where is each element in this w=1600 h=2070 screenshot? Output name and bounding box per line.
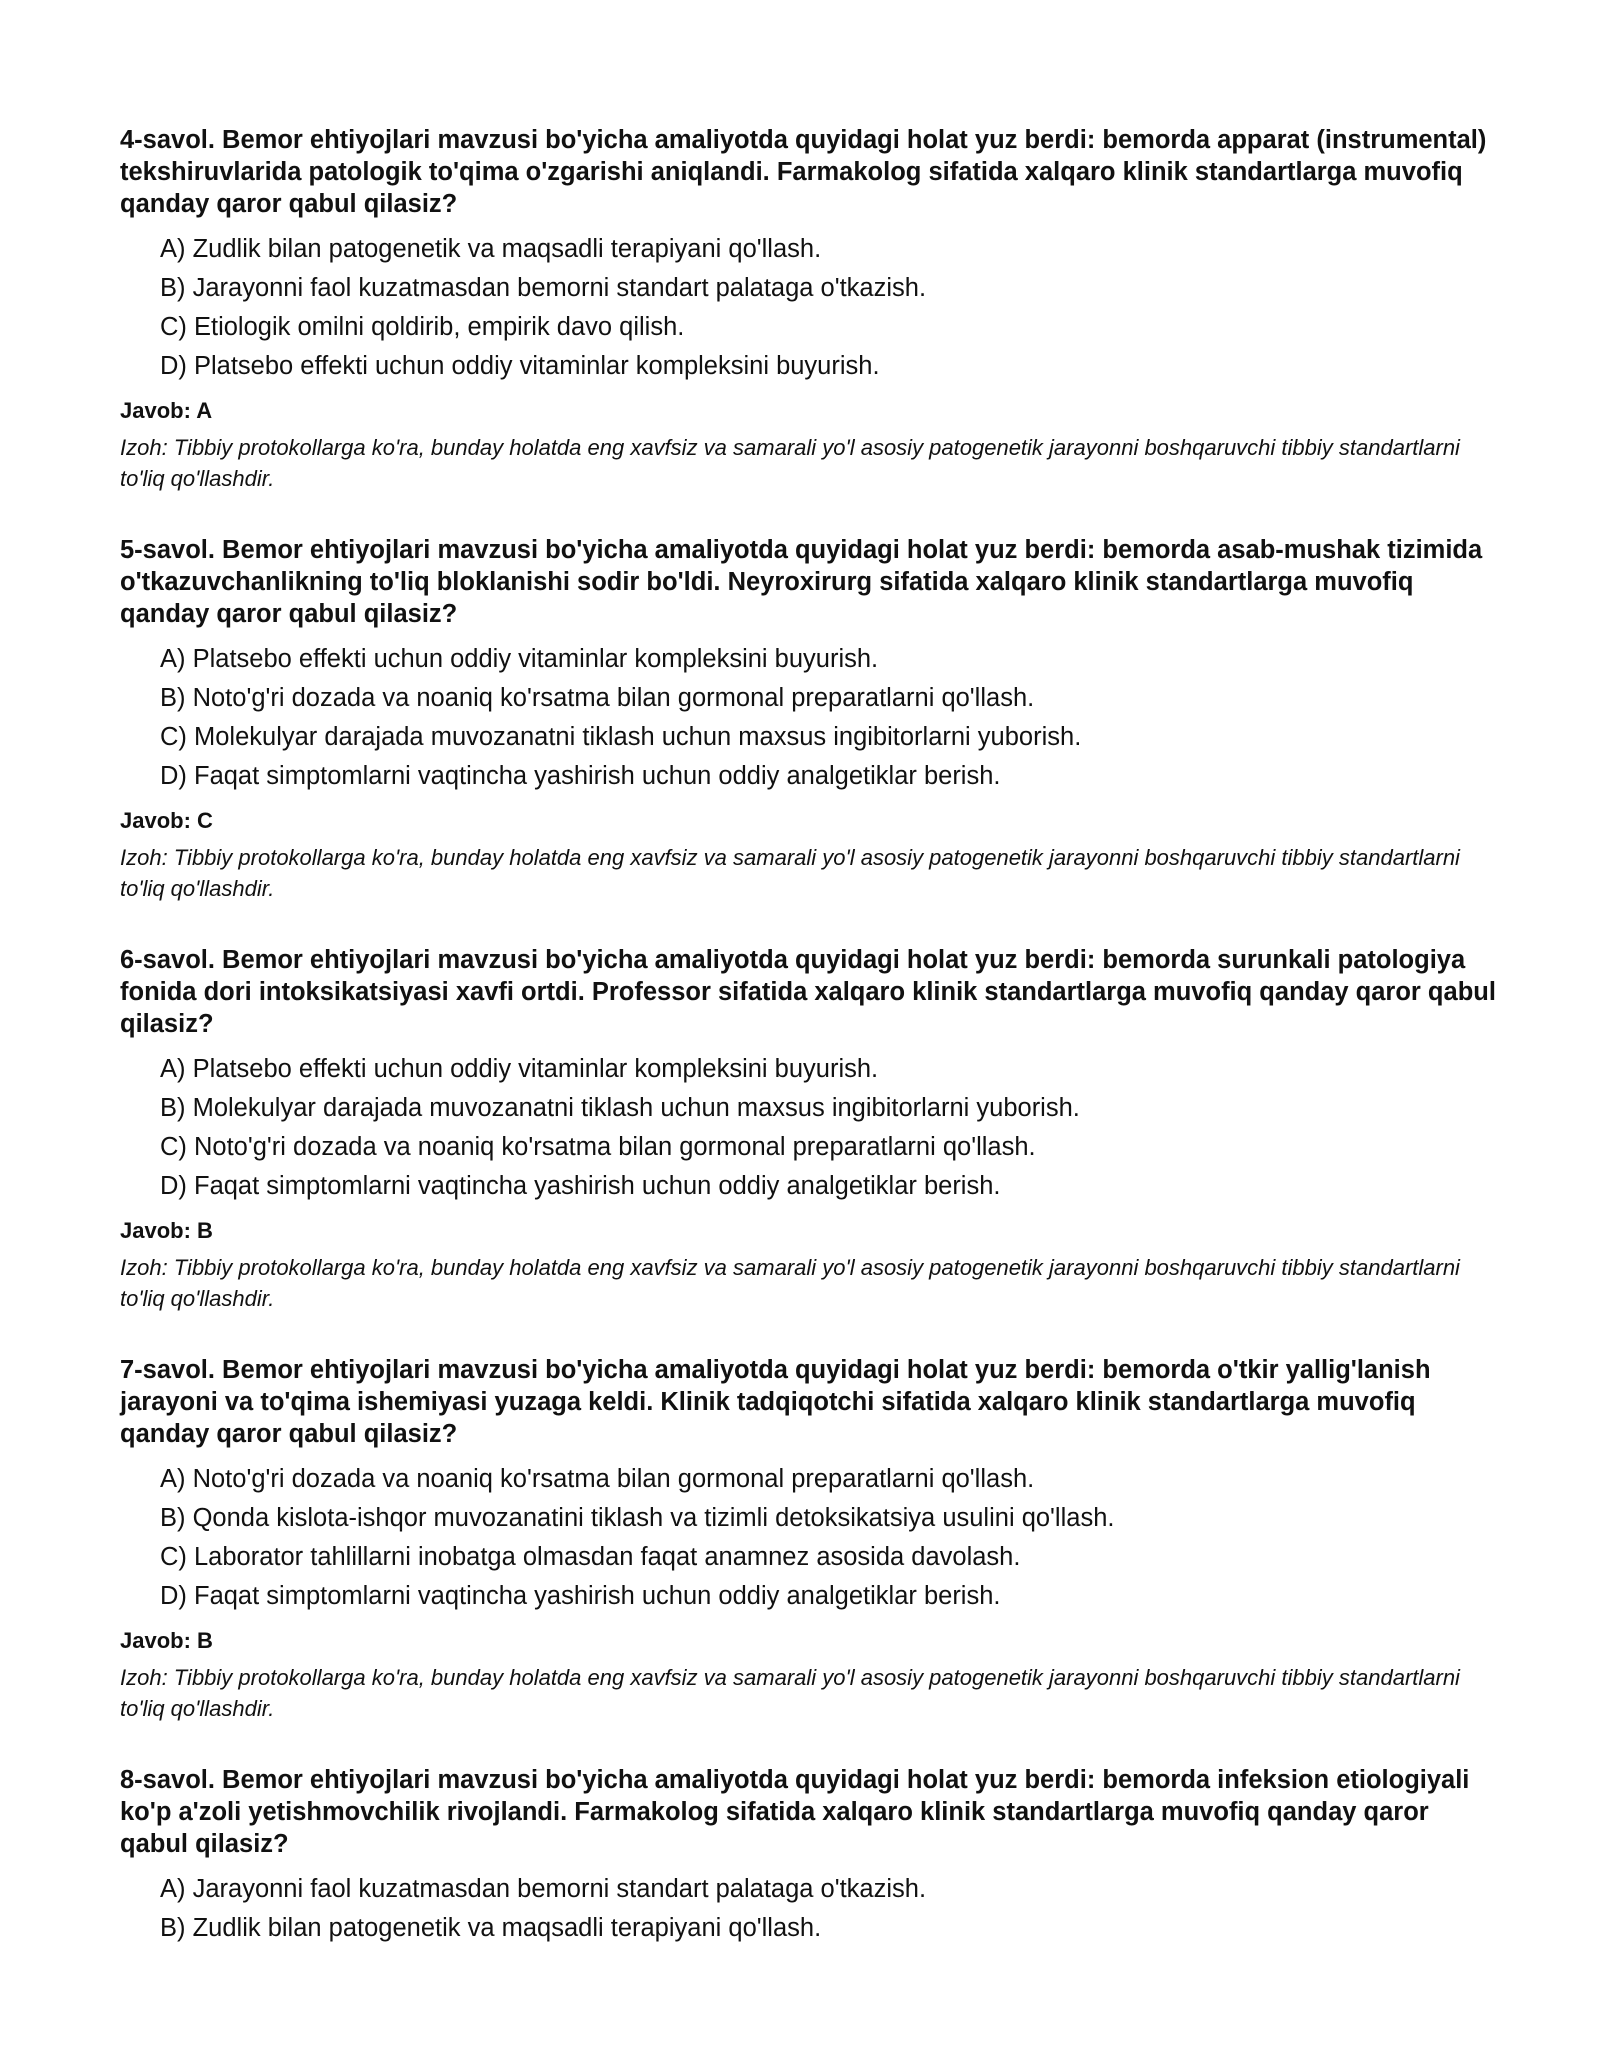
option-list	[120, 640, 1500, 796]
question-text: 7-savol. Bemor ehtiyojlari mavzusi bo'yicha amaliyotda quyidagi holat yuz berdi: bemorda o'tkir yallig'lanish jarayoni va to'qima ishemiyasi yuzaga keldi. Klinik tadqiqotchi sifatida xalqaro klinik standartlarga muvofiq qanday qaror qabul qilasiz?	[120, 1356, 1431, 1448]
option-b: B) Qonda kislota-ishqor muvozanatini tiklash va tizimli detoksikatsiya usulini qo'llash.	[160, 1504, 1115, 1532]
explanation-note: Izoh: Tibbiy protokollarga ko'ra, bunday holatda eng xavfsiz va samarali yo'l asosiy patogenetik jarayonni boshqaruvchi tibbiy standartlarni to'liq qo'llashdir.	[120, 845, 1460, 901]
question-text: 5-savol. Bemor ehtiyojlari mavzusi bo'yicha amaliyotda quyidagi holat yuz berdi: bemorda asab-mushak tizimida o'tkazuvchanlikning to'liq bloklanishi sodir bo'ldi. Neyroxirurg sifatida xalqaro klinik standartlarga muvofiq qanday qaror qabul qilasiz?	[120, 536, 1483, 628]
question-block	[120, 124, 1500, 494]
option-a: A) Jarayonni faol kuzatmasdan bemorni standart palataga o'tkazish.	[160, 1875, 927, 1903]
explanation-note: Izoh: Tibbiy protokollarga ko'ra, bunday holatda eng xavfsiz va samarali yo'l asosiy patogenetik jarayonni boshqaruvchi tibbiy standartlarni to'liq qo'llashdir.	[120, 1665, 1460, 1721]
document-page	[120, 124, 1500, 1988]
question-text: 4-savol. Bemor ehtiyojlari mavzusi bo'yicha amaliyotda quyidagi holat yuz berdi: bemorda apparat (instrumental) tekshiruvlarida patologik to'qima o'zgarishi aniqlandi. Farmakolog sifatida xalqaro klinik standartlarga muvofiq qanday qaror qabul qilasiz?	[120, 126, 1487, 218]
option-b: B) Molekulyar darajada muvozanatni tiklash uchun maxsus ingibitorlarni yuborish.	[160, 1094, 1080, 1122]
option-c: C) Etiologik omilni qoldirib, empirik davo qilish.	[160, 313, 685, 341]
option-a: A) Zudlik bilan patogenetik va maqsadli terapiyani qo'llash.	[160, 235, 822, 263]
question-block	[120, 1354, 1500, 1724]
option-b: B) Zudlik bilan patogenetik va maqsadli terapiyani qo'llash.	[160, 1914, 822, 1942]
option-list	[120, 1050, 1500, 1206]
option-b: B) Noto'g'ri dozada va noaniq ko'rsatma bilan gormonal preparatlarni qo'llash.	[160, 684, 1035, 712]
option-d: D) Platsebo effekti uchun oddiy vitaminlar kompleksini buyurish.	[160, 352, 880, 380]
option-d: D) Faqat simptomlarni vaqtincha yashirish uchun oddiy analgetiklar berish.	[160, 762, 1001, 790]
option-b: B) Jarayonni faol kuzatmasdan bemorni standart palataga o'tkazish.	[160, 274, 927, 302]
option-d: D) Faqat simptomlarni vaqtincha yashirish uchun oddiy analgetiklar berish.	[160, 1172, 1001, 1200]
explanation-note: Izoh: Tibbiy protokollarga ko'ra, bunday holatda eng xavfsiz va samarali yo'l asosiy patogenetik jarayonni boshqaruvchi tibbiy standartlarni to'liq qo'llashdir.	[120, 1255, 1460, 1311]
option-list	[120, 1460, 1500, 1616]
option-c: C) Molekulyar darajada muvozanatni tiklash uchun maxsus ingibitorlarni yuborish.	[160, 723, 1082, 751]
question-text: 8-savol. Bemor ehtiyojlari mavzusi bo'yicha amaliyotda quyidagi holat yuz berdi: bemorda infeksion etiologiyali ko'p a'zoli yetishmovchilik rivojlandi. Farmakolog sifatida xalqaro klinik standartlarga muvofiq qanday qaror qabul qilasiz?	[120, 1766, 1470, 1858]
answer-label: Javob: C	[120, 808, 213, 833]
option-c: C) Noto'g'ri dozada va noaniq ko'rsatma bilan gormonal preparatlarni qo'llash.	[160, 1133, 1036, 1161]
question-text: 6-savol. Bemor ehtiyojlari mavzusi bo'yicha amaliyotda quyidagi holat yuz berdi: bemorda surunkali patologiya fonida dori intoksikatsiyasi xavfi ortdi. Professor sifatida xalqaro klinik standartlarga muvofiq qanday qaror qabul qilasiz?	[120, 946, 1496, 1038]
question-block	[120, 534, 1500, 904]
option-a: A) Noto'g'ri dozada va noaniq ko'rsatma bilan gormonal preparatlarni qo'llash.	[160, 1465, 1035, 1493]
option-list	[120, 230, 1500, 386]
answer-label: Javob: B	[120, 1218, 213, 1243]
option-c: C) Laborator tahlillarni inobatga olmasdan faqat anamnez asosida davolash.	[160, 1543, 1021, 1571]
option-a: A) Platsebo effekti uchun oddiy vitaminlar kompleksini buyurish.	[160, 645, 879, 673]
option-a: A) Platsebo effekti uchun oddiy vitaminlar kompleksini buyurish.	[160, 1055, 879, 1083]
answer-label: Javob: B	[120, 1628, 213, 1653]
question-block	[120, 944, 1500, 1314]
option-d: D) Faqat simptomlarni vaqtincha yashirish uchun oddiy analgetiklar berish.	[160, 1582, 1001, 1610]
question-block	[120, 1764, 1500, 1948]
answer-label: Javob: A	[120, 398, 213, 423]
option-list	[120, 1870, 1500, 1948]
explanation-note: Izoh: Tibbiy protokollarga ko'ra, bunday holatda eng xavfsiz va samarali yo'l asosiy patogenetik jarayonni boshqaruvchi tibbiy standartlarni to'liq qo'llashdir.	[120, 435, 1460, 491]
